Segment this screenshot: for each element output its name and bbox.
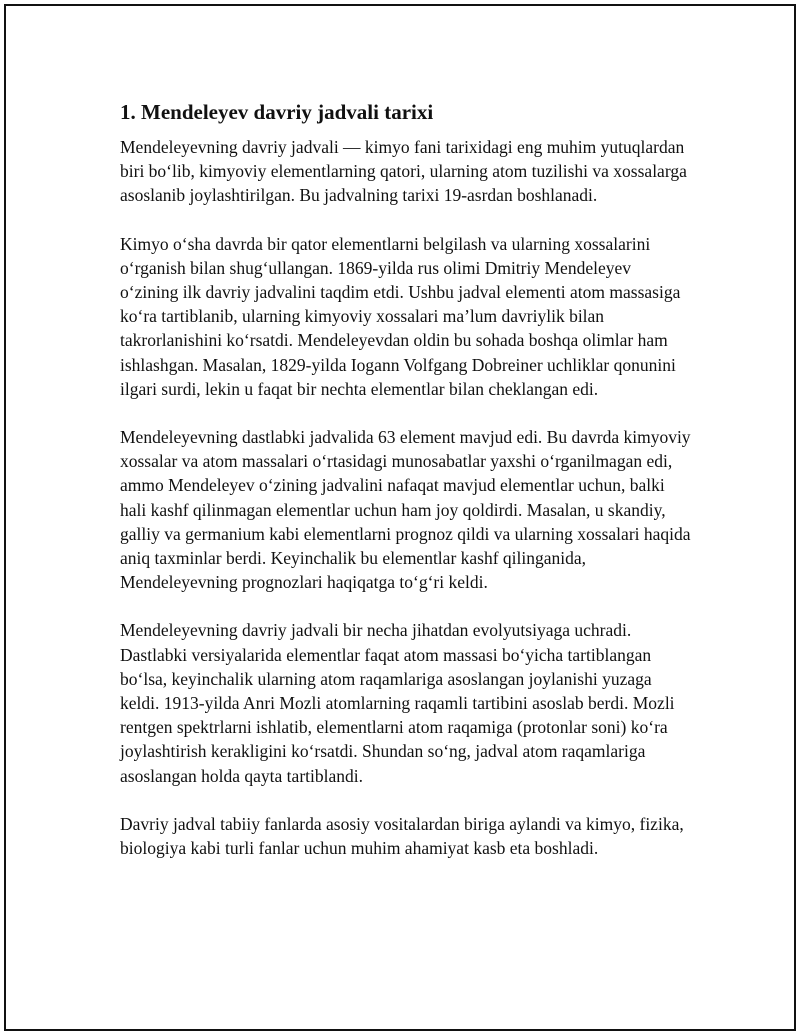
paragraph-4: Mendeleyevning davriy jadvali bir necha jihatdan evolyutsiyaga uchradi. Dastlabki versiyalarida elementlar faqat atom massasi bo‘yicha tartiblangan bo‘lsa, keyinchalik ularning atom raqamlariga asoslangan joylanishi yuzaga keldi. 1913-yilda Anri Mozli atomlarning raqamli tartibini asoslab berdi. Mozli rentgen spektrlarni ishlatib, elementlarni atom raqamiga (protonlar soni) ko‘ra joylashtirish kerakligini ko‘rsatdi. Shundan so‘ng, jadval atom raqamlariga asoslangan holda qayta tartiblandi. [120, 620, 675, 786]
document-title: 1. Mendeleyev davriy jadvali tarixi [120, 100, 434, 124]
paragraph-2: Kimyo o‘sha davrda bir qator elementlarni belgilash va ularning xossalarini o‘rganish bilan shug‘ullangan. 1869-yilda rus olimi Dmitriy Mendeleyev o‘zining ilk davriy jadvalini taqdim etdi. Ushbu jadval elementi atom massasiga ko‘ra tartiblanib, ularning kimyoviy xossalari ma’lum davriylik bilan takrorlanishini ko‘rsatdi. Mendeleyevdan oldin bu sohada boshqa olimlar ham ishlashgan. Masalan, 1829-yilda Iogann Volfgang Dobreiner uchliklar qonunini ilgari surdi, lekin u faqat bir nechta elementlar bilan cheklangan edi. [120, 233, 681, 399]
document-body [120, 98, 692, 860]
page-frame [4, 4, 796, 1031]
paragraph-1: Mendeleyevning davriy jadvali — kimyo fani tarixidagi eng muhim yutuqlardan biri bo‘lib, kimyoviy elementlarning qatori, ularning atom tuzilishi va xossalarga asoslanib joylashtirilgan. Bu jadvalning tarixi 19-asrdan boshlanadi. [120, 137, 687, 206]
paragraph-3: Mendeleyevning dastlabki jadvalida 63 element mavjud edi. Bu davrda kimyoviy xossalar va atom massalari o‘rtasidagi munosabatlar yaxshi o‘rganilmagan edi, ammo Mendeleyev o‘zining jadvalini nafaqat mavjud elementlar uchun, balki hali kashf qilinmagan elementlar uchun ham joy qoldirdi. Masalan, u skandiy, galliy va germanium kabi elementlarni prognoz qildi va ularning xossalari haqida aniq taxminlar berdi. Keyinchalik bu elementlar kashf qilinganida, Mendeleyevning prognozlari haqiqatga to‘g‘ri keldi. [120, 427, 691, 593]
paragraph-5: Davriy jadval tabiiy fanlarda asosiy vositalardan biriga aylandi va kimyo, fizika, biologiya kabi turli fanlar uchun muhim ahamiyat kasb eta boshladi. [120, 813, 684, 859]
